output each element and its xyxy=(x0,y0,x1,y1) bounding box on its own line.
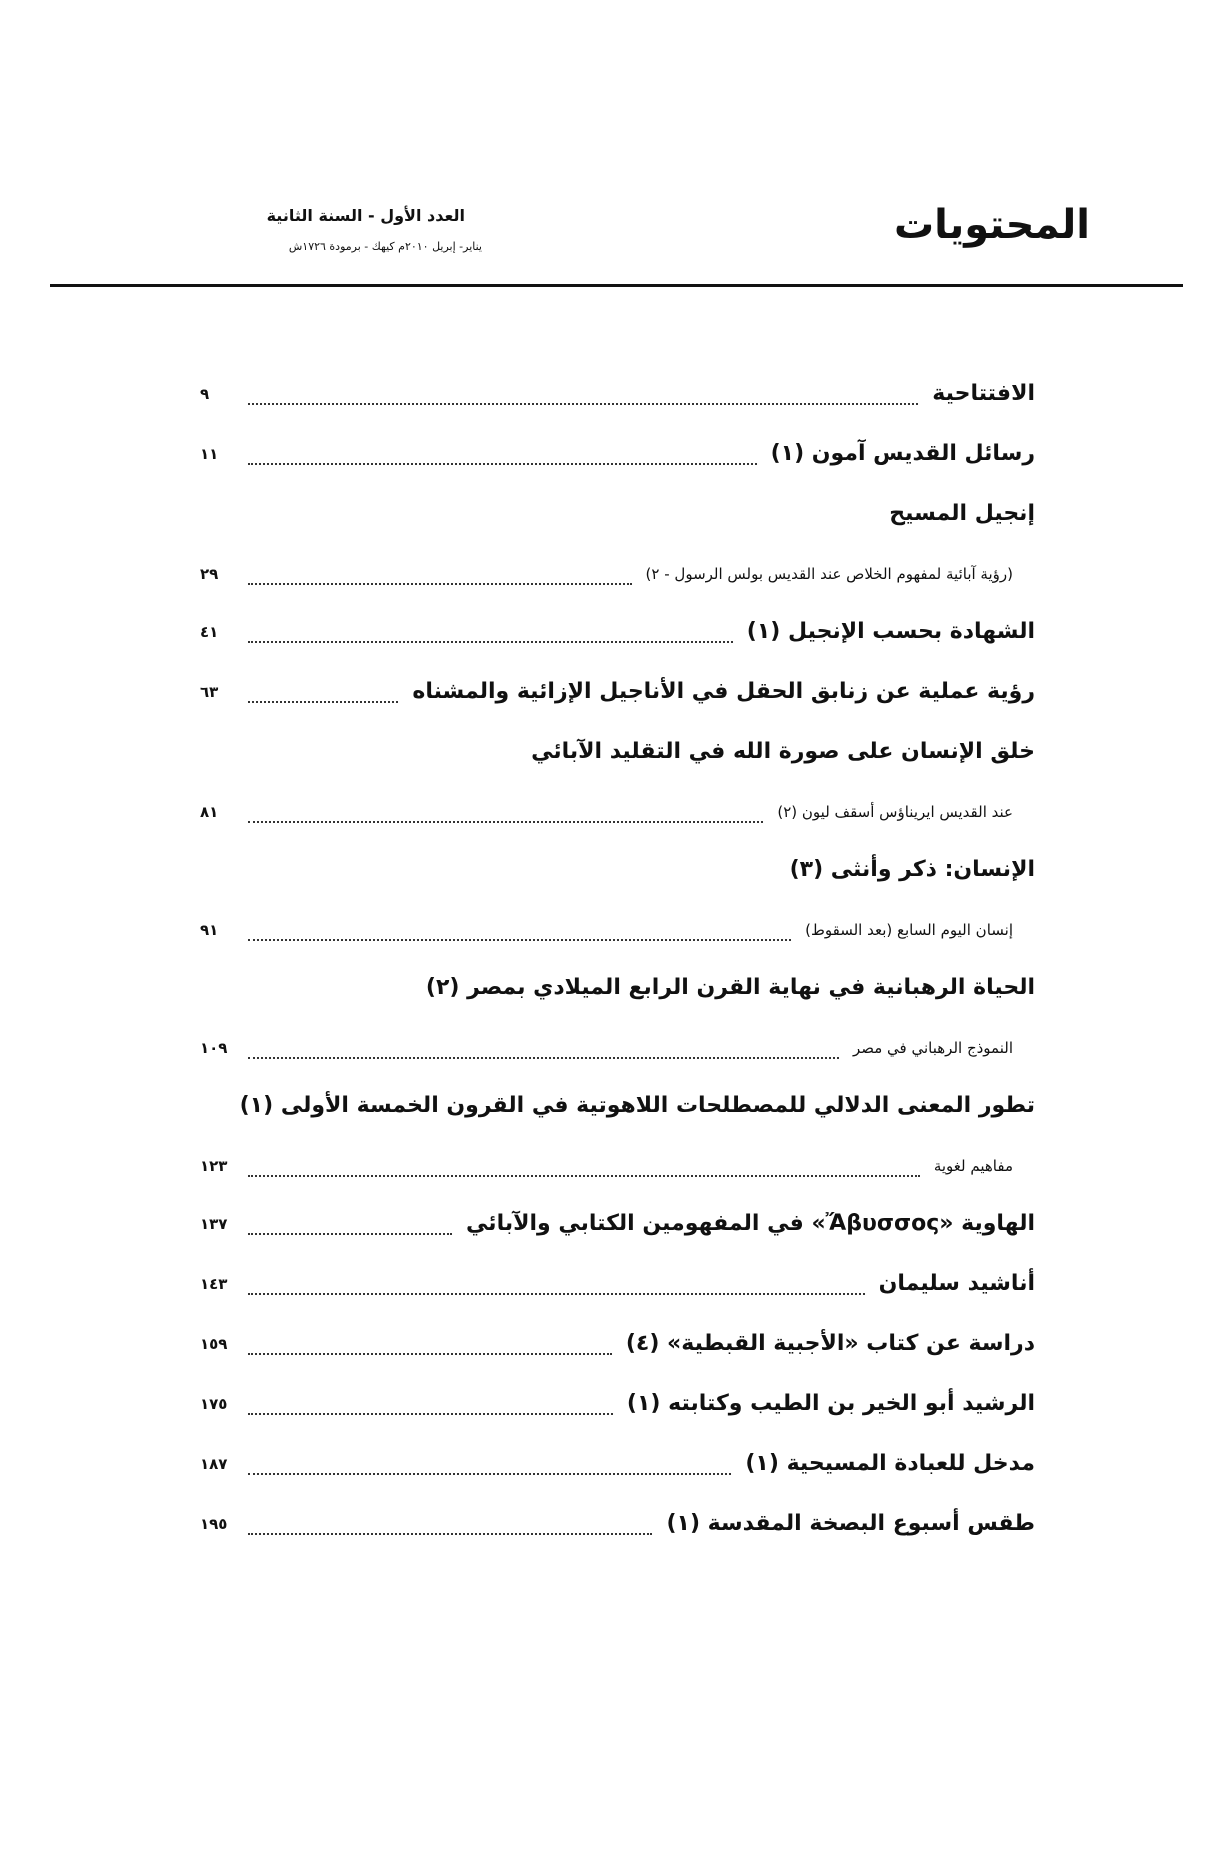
toc-page-number: ٨١ xyxy=(200,803,219,821)
toc-entry xyxy=(200,613,1035,673)
toc-subentry xyxy=(200,1029,1035,1087)
toc-entry-title: الافتتاحية xyxy=(932,381,1035,406)
toc-entry-title: الهاوية «Ἄβυσσος» في المفهومين الكتابي والآبائي xyxy=(466,1211,1035,1236)
toc-entry-title: خلق الإنسان على صورة الله في التقليد الآبائي xyxy=(531,739,1035,764)
dot-leader xyxy=(248,381,918,405)
dot-leader xyxy=(248,1035,839,1059)
dot-leader xyxy=(248,1451,731,1475)
toc-page-number: ١٥٩ xyxy=(200,1335,228,1353)
toc-entry-title: الشهادة بحسب الإنجيل (١) xyxy=(746,619,1035,644)
toc-subentry xyxy=(200,555,1035,613)
toc-entry xyxy=(200,375,1035,435)
dot-leader xyxy=(248,561,632,585)
toc-page-number: ٩ xyxy=(200,385,210,403)
toc-entry xyxy=(200,435,1035,495)
toc-page-number: ٤١ xyxy=(200,623,219,641)
toc-page-number: ١٣٧ xyxy=(200,1215,228,1233)
toc-entry xyxy=(200,1087,1035,1147)
dot-leader xyxy=(248,679,398,703)
toc-subentry xyxy=(200,1147,1035,1205)
toc-page-number: ١٠٩ xyxy=(200,1039,228,1057)
toc-page-number: ١٨٧ xyxy=(200,1455,228,1473)
toc-entry xyxy=(200,1385,1035,1445)
issue-info: العدد الأول - السنة الثانية xyxy=(266,206,465,225)
toc-entry-title: مفاهيم لغوية xyxy=(933,1157,1013,1175)
toc-entry-title: عند القديس ايريناؤس أسقف ليون (٢) xyxy=(777,803,1013,821)
toc-page-number: ١٤٣ xyxy=(200,1275,228,1293)
toc-entry xyxy=(200,1265,1035,1325)
toc-entry-title: النموذج الرهباني في مصر xyxy=(852,1039,1013,1057)
toc-entry-title: رسائل القديس آمون (١) xyxy=(770,441,1035,466)
toc-subentry xyxy=(200,793,1035,851)
toc-page-number: ١٧٥ xyxy=(200,1395,228,1413)
toc-page-number: ١١ xyxy=(200,445,219,463)
toc-entry-title: طقس أسبوع البصخة المقدسة (١) xyxy=(666,1511,1035,1536)
toc-entry-title: الحياة الرهبانية في نهاية القرن الرابع الميلادي بمصر (٢) xyxy=(425,975,1035,1000)
dot-leader xyxy=(248,1331,612,1355)
toc-entry-title: إنجيل المسيح xyxy=(889,501,1035,526)
toc-entry-title: دراسة عن كتاب «الأجبية القبطية» (٤) xyxy=(625,1331,1035,1356)
toc-entry-title: أناشيد سليمان xyxy=(878,1271,1035,1296)
dot-leader xyxy=(248,1271,865,1295)
toc-entry xyxy=(200,1505,1035,1565)
toc-entry xyxy=(200,1205,1035,1265)
dot-leader xyxy=(248,799,763,823)
dot-leader xyxy=(248,1211,452,1235)
toc-entry-title: الإنسان: ذكر وأنثى (٣) xyxy=(789,857,1035,882)
toc-entry-title: مدخل للعبادة المسيحية (١) xyxy=(745,1451,1035,1476)
dot-leader xyxy=(248,1511,652,1535)
toc-page-number: ١٢٣ xyxy=(200,1157,228,1175)
toc-entry xyxy=(200,969,1035,1029)
toc-entry xyxy=(200,733,1035,793)
toc-subentry xyxy=(200,911,1035,969)
header-divider xyxy=(50,284,1183,287)
dot-leader xyxy=(248,1153,920,1177)
dot-leader xyxy=(248,441,757,465)
toc-page-number: ١٩٥ xyxy=(200,1515,228,1533)
issue-date: يناير- إبريل ٢٠١٠م كيهك - برمودة ١٧٢٦ش xyxy=(288,240,482,253)
toc-entry xyxy=(200,1325,1035,1385)
toc-entry-title: تطور المعنى الدلالي للمصطلحات اللاهوتية في القرون الخمسة الأولى (١) xyxy=(239,1093,1035,1118)
toc-entry xyxy=(200,495,1035,555)
page-title: المحتويات xyxy=(893,202,1090,248)
toc-entry-title: (رؤية آبائية لمفهوم الخلاص عند القديس بولس الرسول - ٢) xyxy=(645,565,1013,583)
toc-entry xyxy=(200,851,1035,911)
dot-leader xyxy=(248,619,733,643)
toc-entry xyxy=(200,1445,1035,1505)
toc-entry-title: رؤية عملية عن زنابق الحقل في الأناجيل الإزائية والمشناه xyxy=(412,679,1035,704)
table-of-contents xyxy=(200,375,1035,1565)
dot-leader xyxy=(248,1391,613,1415)
toc-page-number: ٢٩ xyxy=(200,565,219,583)
toc-entry xyxy=(200,673,1035,733)
toc-page-number: ٦٣ xyxy=(200,683,219,701)
dot-leader xyxy=(248,917,791,941)
toc-entry-title: إنسان اليوم السابع (بعد السقوط) xyxy=(805,921,1013,939)
toc-entry-title: الرشيد أبو الخير بن الطيب وكتابته (١) xyxy=(626,1391,1035,1416)
toc-page-number: ٩١ xyxy=(200,921,219,939)
